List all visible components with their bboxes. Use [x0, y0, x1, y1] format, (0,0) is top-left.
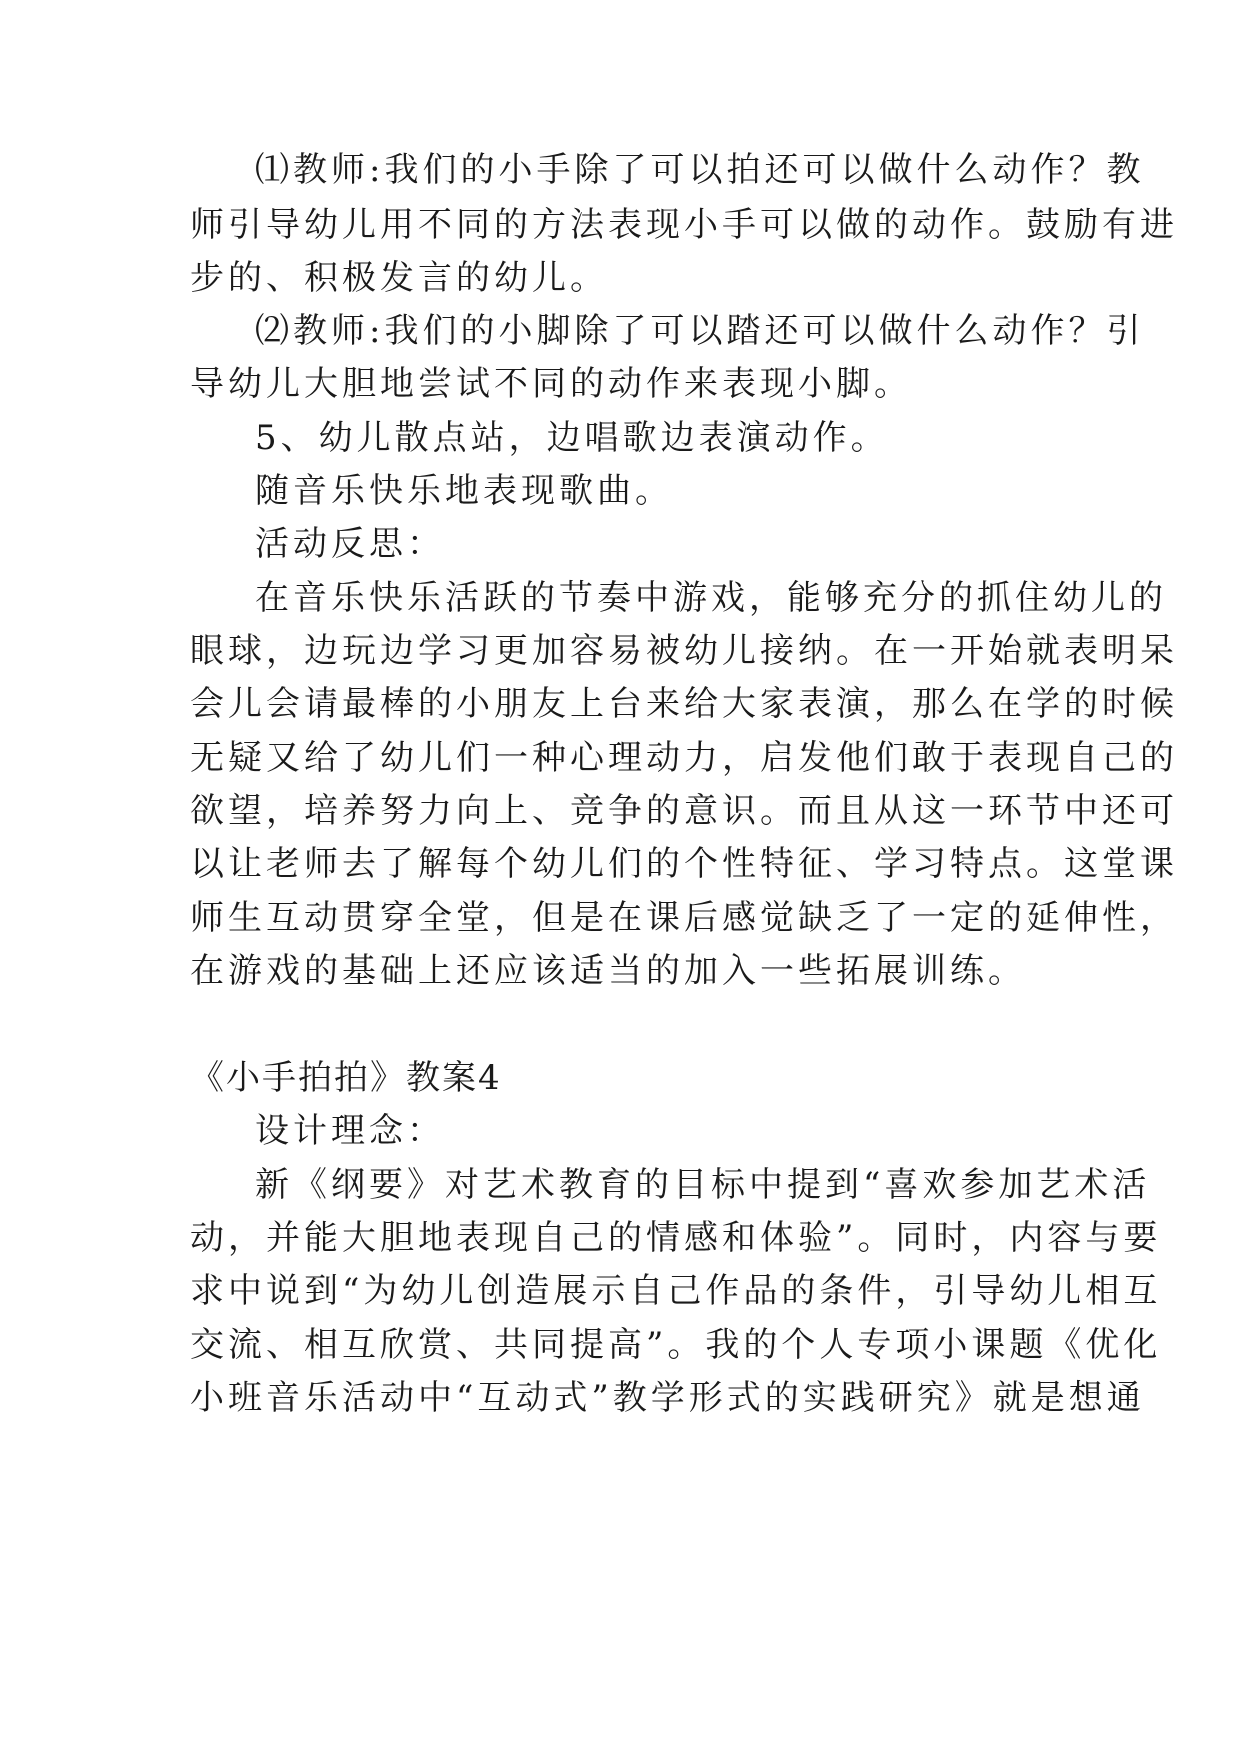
paragraph-line: 师引导幼儿用不同的方法表现小手可以做的动作。鼓励有进: [190, 205, 1178, 245]
paragraph-line: 求中说到“为幼儿创造展示自己作品的条件，引导幼儿相互: [190, 1271, 1162, 1311]
paragraph-line: 随音乐快乐地表现歌曲。: [255, 471, 673, 511]
paragraph-line: 会儿会请最棒的小朋友上台来给大家表演，那么在学的时候: [190, 684, 1178, 724]
section-heading: 《小手拍拍》教案4: [190, 1058, 502, 1098]
paragraph-line: 欲望，培养努力向上、竞争的意识。而且从这一环节中还可: [190, 791, 1178, 831]
paragraph-line: 以让老师去了解每个幼儿们的个性特征、学习特点。这堂课: [190, 844, 1178, 884]
paragraph-line: 在音乐快乐活跃的节奏中游戏，能够充分的抓住幼儿的: [255, 578, 1167, 618]
paragraph-line: 交流、相互欣赏、共同提高”。我的个人专项小课题《优化: [190, 1325, 1162, 1365]
paragraph-line: 动，并能大胆地表现自己的情感和体验”。同时，内容与要: [190, 1218, 1162, 1258]
paragraph-line: 眼球，边玩边学习更加容易被幼儿接纳。在一开始就表明呆: [190, 631, 1178, 671]
paragraph-line: 5、幼儿散点站，边唱歌边表演动作。: [255, 418, 889, 458]
paragraph-line: 新《纲要》对艺术教育的目标中提到“喜欢参加艺术活: [255, 1165, 1151, 1205]
paragraph-line: 导幼儿大胆地尝试不同的动作来表现小脚。: [190, 364, 912, 404]
paragraph-line: ⑴教师:我们的小手除了可以拍还可以做什么动作？教: [255, 150, 1145, 190]
paragraph-line: 师生互动贯穿全堂，但是在课后感觉缺乏了一定的延伸性，: [190, 898, 1178, 938]
section-label: 活动反思：: [255, 524, 445, 564]
paragraph-line: 在游戏的基础上还应该适当的加入一些拓展训练。: [190, 951, 1026, 991]
paragraph-line: 无疑又给了幼儿们一种心理动力，启发他们敢于表现自己的: [190, 738, 1178, 778]
paragraph-line: ⑵教师:我们的小脚除了可以踏还可以做什么动作？引: [255, 311, 1145, 351]
paragraph-line: 小班音乐活动中“互动式”教学形式的实践研究》就是想通: [190, 1378, 1145, 1418]
section-label: 设计理念：: [255, 1111, 445, 1151]
paragraph-line: 步的、积极发言的幼儿。: [190, 258, 608, 298]
